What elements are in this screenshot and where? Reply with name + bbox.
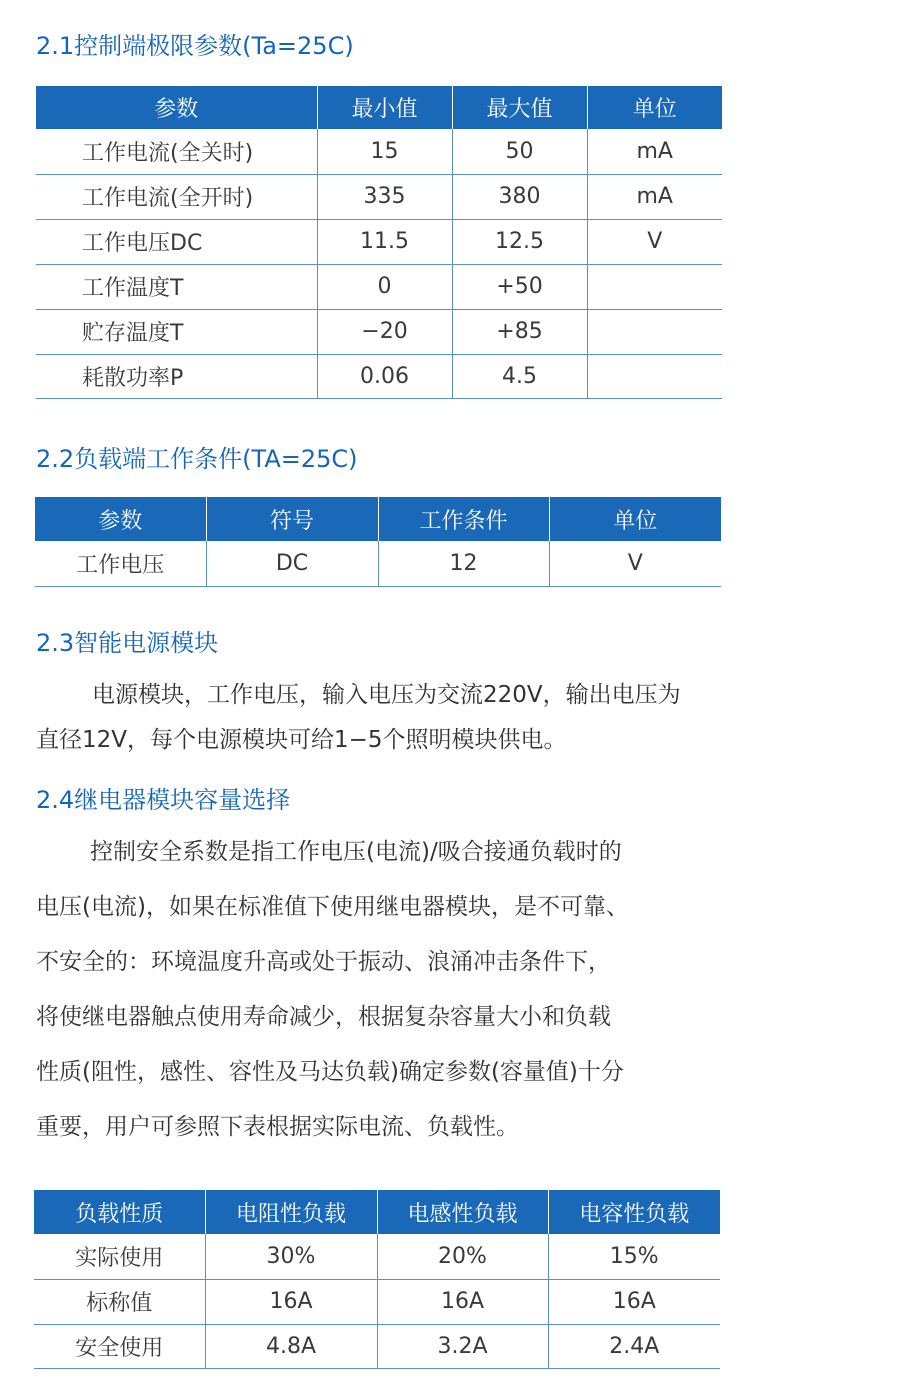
- table-cell: 标称值: [34, 1279, 205, 1324]
- table-cell: 12: [378, 541, 549, 586]
- table-cell: 12.5: [452, 219, 587, 264]
- table-cell: 4.8A: [205, 1324, 377, 1368]
- table-row: [34, 1279, 720, 1324]
- table-cell: 16A: [548, 1279, 720, 1324]
- table-header-row: [34, 1190, 720, 1234]
- table-row: [36, 219, 722, 264]
- paragraph-line: 电压(电流)，如果在标准值下使用继电器模块，是不可靠、: [36, 894, 629, 920]
- paragraph-line: 控制安全系数是指工作电压(电流)/吸合接通负载时的: [90, 839, 622, 865]
- table-header-row: [36, 86, 722, 129]
- table-cell: 16A: [377, 1279, 548, 1324]
- table-cell: 工作电压DC: [36, 219, 317, 264]
- header-cell: 最大值: [452, 86, 587, 129]
- table-cell: +85: [452, 309, 587, 354]
- header-cell: 符号: [206, 497, 378, 541]
- table-cell: 0: [317, 264, 452, 309]
- table-cell: 3.2A: [377, 1324, 548, 1368]
- section-heading-2-4: 2.4继电器模块容量选择: [36, 786, 291, 814]
- header-cell: 工作条件: [378, 497, 549, 541]
- header-cell: 电感性负载: [377, 1190, 548, 1234]
- table-cell: 20%: [377, 1234, 548, 1279]
- table-cell: 15: [317, 129, 452, 174]
- header-cell: 单位: [549, 497, 721, 541]
- table-cell: 工作电流(全关时): [36, 129, 317, 174]
- table-cell: 50: [452, 129, 587, 174]
- table-cell: 0.06: [317, 354, 452, 398]
- paragraph-line: 电源模块，工作电压，输入电压为交流220V，输出电压为: [92, 682, 681, 708]
- table-cell: 30%: [205, 1234, 377, 1279]
- table-cell: 11.5: [317, 219, 452, 264]
- section-heading-2-1: 2.1控制端极限参数(Ta=25C): [36, 32, 354, 60]
- table-cell: 335: [317, 174, 452, 219]
- table-cell: V: [587, 219, 722, 264]
- table-row: [36, 309, 722, 354]
- table-cell: 工作温度T: [36, 264, 317, 309]
- table-cell: 安全使用: [34, 1324, 205, 1368]
- paragraph-line: 性质(阻性，感性、容性及马达负载)确定参数(容量值)十分: [36, 1059, 624, 1085]
- table-cell: 贮存温度T: [36, 309, 317, 354]
- table-row: [36, 129, 722, 174]
- table-cell: V: [549, 541, 721, 586]
- table-cell: 实际使用: [34, 1234, 205, 1279]
- section-heading-2-2: 2.2负载端工作条件(TA=25C): [36, 445, 358, 473]
- table-row: [34, 1324, 720, 1368]
- paragraph-line: 重要，用户可参照下表根据实际电流、负载性。: [36, 1114, 519, 1140]
- table-row: [36, 174, 722, 219]
- table-cell: +50: [452, 264, 587, 309]
- table-cell: [587, 309, 722, 354]
- table-cell: mA: [587, 174, 722, 219]
- table-cell: 耗散功率P: [36, 354, 317, 398]
- header-cell: 负载性质: [34, 1190, 205, 1234]
- table-cell: [587, 264, 722, 309]
- table-cell: mA: [587, 129, 722, 174]
- header-cell: 电容性负载: [548, 1190, 720, 1234]
- table-row: [36, 354, 722, 398]
- table-cell: DC: [206, 541, 378, 586]
- table-cell: 16A: [205, 1279, 377, 1324]
- paragraph-line: 将使继电器触点使用寿命减少，根据复杂容量大小和负载: [36, 1004, 611, 1030]
- header-cell: 最小值: [317, 86, 452, 129]
- table-row: [35, 541, 721, 586]
- header-cell: 电阻性负载: [205, 1190, 377, 1234]
- table-cell: 工作电压: [35, 541, 206, 586]
- table-header-row: [35, 497, 721, 541]
- header-cell: 参数: [35, 497, 206, 541]
- table-cell: 4.5: [452, 354, 587, 398]
- table-cell: 15%: [548, 1234, 720, 1279]
- table-cell: 工作电流(全开时): [36, 174, 317, 219]
- header-cell: 参数: [36, 86, 317, 129]
- paragraph-line: 不安全的：环境温度升高或处于振动、浪涌冲击条件下，: [36, 949, 611, 975]
- table-cell: −20: [317, 309, 452, 354]
- load-condition-table: [35, 497, 721, 587]
- table-cell: 380: [452, 174, 587, 219]
- table-cell: 2.4A: [548, 1324, 720, 1368]
- paragraph-line: 直径12V，每个电源模块可给1−5个照明模块供电。: [36, 727, 567, 753]
- table-row: [34, 1234, 720, 1279]
- section-heading-2-3: 2.3智能电源模块: [36, 629, 219, 657]
- header-cell: 单位: [587, 86, 722, 129]
- relay-capacity-table: [34, 1190, 720, 1369]
- control-limit-table: [36, 86, 722, 399]
- table-cell: [587, 354, 722, 398]
- table-row: [36, 264, 722, 309]
